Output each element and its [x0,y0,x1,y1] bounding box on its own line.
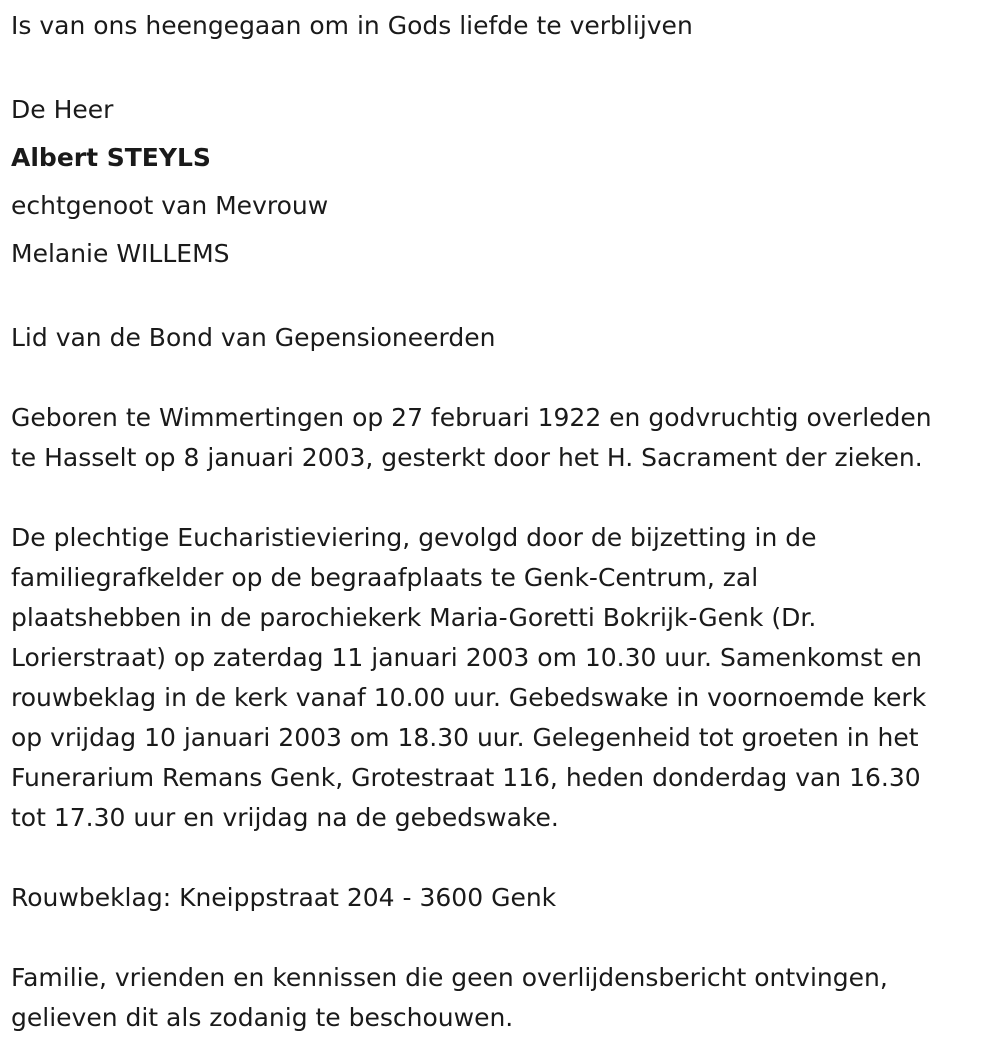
paragraph-line: Funerarium Remans Genk, Grotestraat 116, heden donderdag van 16.30 [11,763,921,792]
paragraph-line: De plechtige Eucharistieviering, gevolgd door de bijzetting in de [11,523,817,552]
deceased-name: Albert STEYLS [11,143,211,172]
spacer [11,278,996,318]
birth-death-paragraph [11,398,996,478]
membership-line: Lid van de Bond van Gepensioneerden [11,323,496,352]
obituary-notice [11,6,996,1038]
spacer [11,358,996,398]
intro-line: Is van ons heengegaan om in Gods liefde te verblijven [11,11,693,40]
paragraph-line: plaatshebben in de parochiekerk Maria-Goretti Bokrijk-Genk (Dr. [11,603,817,632]
paragraph-line: Familie, vrienden en kennissen die geen overlijdensbericht ontvingen, [11,963,888,992]
spacer [11,46,996,86]
ceremony-paragraph [11,518,996,838]
paragraph-line: Geboren te Wimmertingen op 27 februari 1922 en godvruchtig overleden [11,403,932,432]
paragraph-line: rouwbeklag in de kerk vanaf 10.00 uur. Gebedswake in voornoemde kerk [11,683,927,712]
paragraph-line: te Hasselt op 8 januari 2003, gesterkt door het H. Sacrament der zieken. [11,443,923,472]
condolence-address: Rouwbeklag: Kneippstraat 204 - 3600 Genk [11,883,557,912]
spacer [11,478,996,518]
spacer [11,918,996,958]
spouse-name: Melanie WILLEMS [11,239,230,268]
paragraph-line: tot 17.30 uur en vrijdag na de gebedswake. [11,803,559,832]
title-prefix: De Heer [11,95,114,124]
paragraph-line: op vrijdag 10 januari 2003 om 18.30 uur. Gelegenheid tot groeten in het [11,723,919,752]
spacer [11,838,996,878]
closing-paragraph [11,958,996,1038]
paragraph-line: Lorierstraat) op zaterdag 11 januari 2003 om 10.30 uur. Samenkomst en [11,643,922,672]
paragraph-line: familiegrafkelder op de begraafplaats te Genk-Centrum, zal [11,563,759,592]
spouse-label: echtgenoot van Mevrouw [11,191,329,220]
paragraph-line: gelieven dit als zodanig te beschouwen. [11,1003,514,1032]
